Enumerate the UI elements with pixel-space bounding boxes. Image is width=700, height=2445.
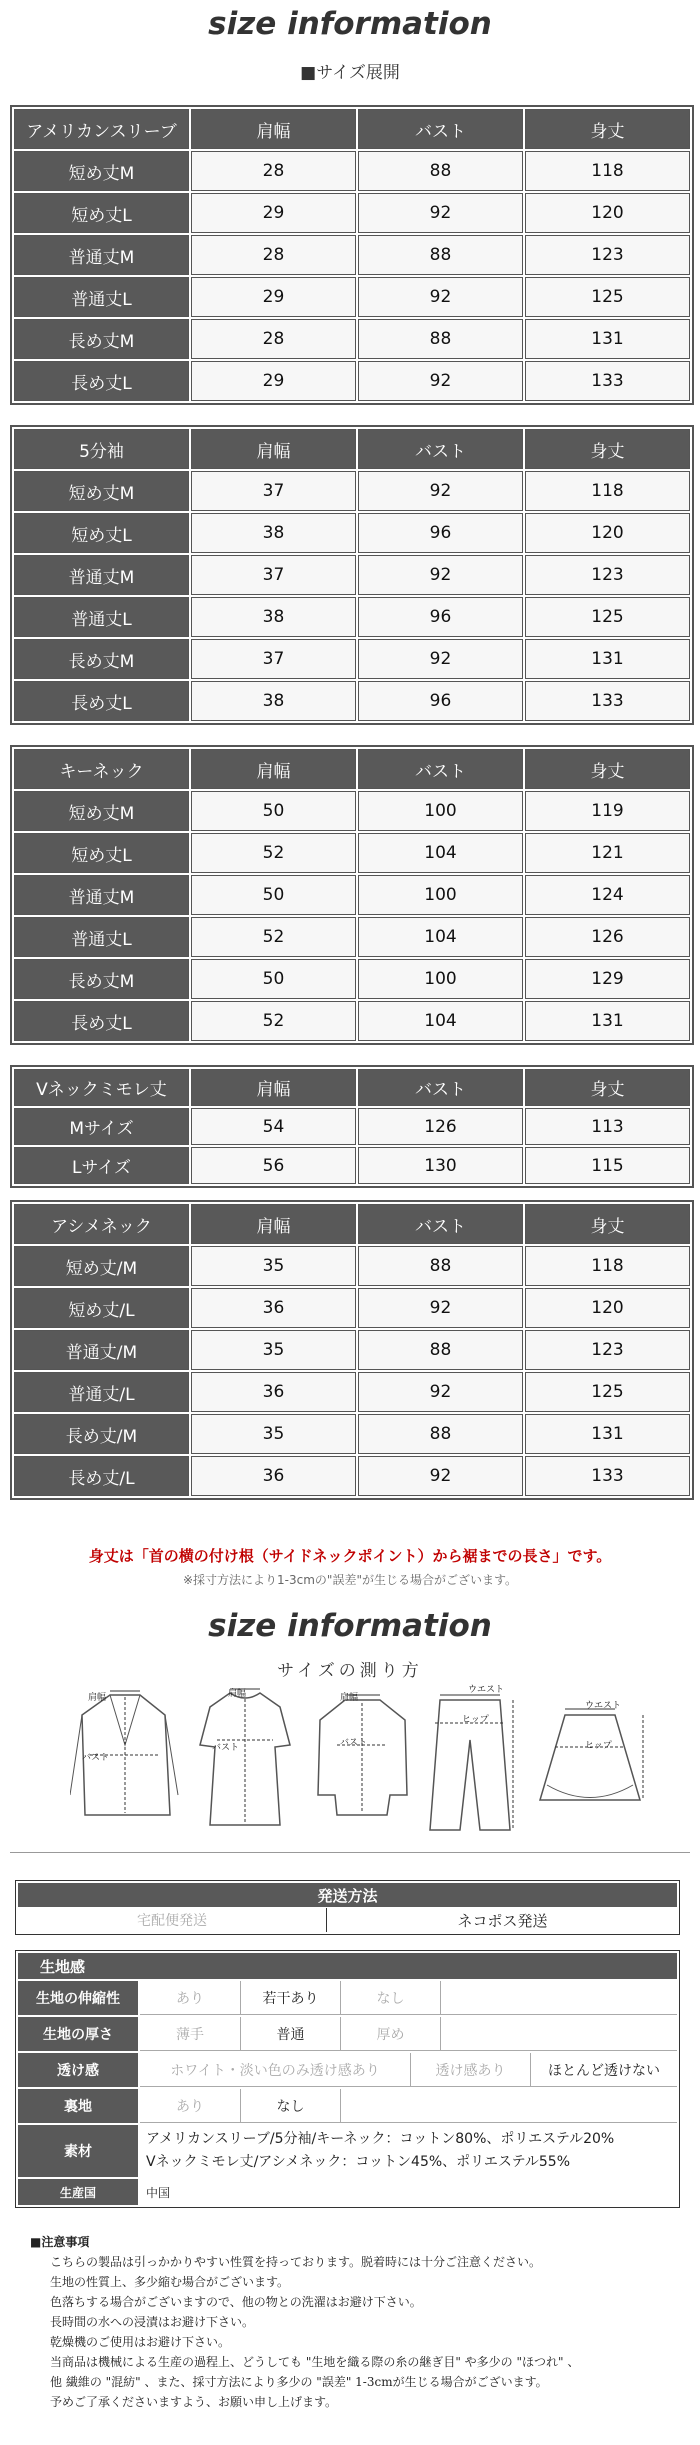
caution-line: 当商品は機械による生産の過程上、どうしても "生地を織る際の糸の継ぎ目" や多少の "ほつれ" 、 (50, 2355, 580, 2369)
size-value: 133 (525, 1456, 690, 1496)
column-header: バスト (358, 109, 523, 149)
shipping-divider (326, 1908, 327, 1932)
sheer-label: 透け感 (18, 2053, 138, 2087)
size-value: 96 (358, 681, 523, 721)
table-model-name: キーネック (14, 749, 189, 789)
caution-line: 生地の性質上、多少縮む場合がございます。 (50, 2275, 290, 2289)
top-shoulder-label: 肩幅 (340, 1693, 359, 1703)
shipping-option-nekopos: ネコポス発送 (457, 1911, 548, 1930)
row-size-label: 長め丈M (14, 959, 189, 999)
table-row (14, 1108, 690, 1145)
size-value: 28 (191, 235, 356, 275)
table-row (14, 193, 690, 233)
stretch-opt-slight: 若干あり (240, 1981, 340, 2015)
row-size-label: 短め丈L (14, 833, 189, 873)
size-value: 125 (525, 277, 690, 317)
table-row (14, 1330, 690, 1370)
pants-hip-label: ヒップ (462, 1715, 489, 1725)
caution-title: ■注意事項 (30, 2235, 90, 2249)
size-value: 38 (191, 681, 356, 721)
size-value: 50 (191, 791, 356, 831)
table-row (14, 1456, 690, 1496)
size-value: 52 (191, 833, 356, 873)
size-value: 50 (191, 875, 356, 915)
size-value: 35 (191, 1246, 356, 1286)
table-row (14, 959, 690, 999)
row-size-label: 長め丈M (14, 639, 189, 679)
size-value: 118 (525, 151, 690, 191)
lining-opt-yes: あり (140, 2089, 240, 2123)
top-bust-label: バスト (340, 1738, 368, 1748)
size-value: 37 (191, 639, 356, 679)
size-value: 56 (191, 1147, 356, 1184)
size-value: 37 (191, 471, 356, 511)
thickness-label: 生地の厚さ (18, 2017, 138, 2051)
size-value: 88 (358, 151, 523, 191)
table-row (14, 833, 690, 873)
size-value: 125 (525, 597, 690, 637)
caution-lines (30, 2252, 680, 2412)
row-size-label: 長め丈L (14, 681, 189, 721)
size-value: 113 (525, 1108, 690, 1145)
row-size-label: 短め丈/L (14, 1288, 189, 1328)
column-header: バスト (358, 1069, 523, 1106)
origin-value: 中国 (146, 2186, 171, 2200)
size-value: 120 (525, 1288, 690, 1328)
size-value: 92 (358, 361, 523, 401)
table-row (14, 1372, 690, 1412)
pants-measurement-illustration (425, 1685, 515, 1835)
column-header: バスト (358, 429, 523, 469)
top-measurement-illustration (315, 1685, 410, 1835)
size-value: 28 (191, 151, 356, 191)
sheer-opt-hardly: ほとんど透けない (530, 2053, 677, 2087)
table-row (14, 1414, 690, 1454)
size-chart-subtitle: ■サイズ展開 (300, 63, 400, 83)
size-value: 131 (525, 639, 690, 679)
column-header: 身丈 (525, 1204, 690, 1244)
size-value: 119 (525, 791, 690, 831)
row-size-label: 短め丈M (14, 151, 189, 191)
table-row (14, 555, 690, 595)
material-line-1: アメリカンスリーブ/5分袖/キーネック：コットン80%、ポリエステル20% (146, 2131, 615, 2147)
size-value: 120 (525, 513, 690, 553)
size-value: 35 (191, 1330, 356, 1370)
length-definition-note: 身丈は「首の横の付け根（サイドネックポイント）から裾までの長さ」です。 (88, 1547, 612, 1565)
row-size-label: 長め丈L (14, 1001, 189, 1041)
table-row (14, 1001, 690, 1041)
table-row (14, 361, 690, 401)
column-header: 身丈 (525, 109, 690, 149)
size-value: 38 (191, 513, 356, 553)
measurement-error-note: ※採寸方法により1-3cmの"誤差"が生じる場合がございます。 (182, 1573, 518, 1587)
size-value: 123 (525, 555, 690, 595)
size-value: 36 (191, 1288, 356, 1328)
size-value: 92 (358, 555, 523, 595)
table-row (14, 1147, 690, 1184)
dress-measurement-illustration (195, 1685, 295, 1835)
dress-shoulder-label: 肩幅 (228, 1689, 247, 1699)
column-header: 肩幅 (191, 1069, 356, 1106)
size-value: 88 (358, 235, 523, 275)
sheer-opt-light-colors: ホワイト・淡い色のみ透け感あり (140, 2053, 410, 2087)
row-size-label: 普通丈L (14, 917, 189, 957)
table-row (14, 513, 690, 553)
table-row (14, 639, 690, 679)
size-value: 92 (358, 1288, 523, 1328)
shipping-title: 発送方法 (18, 1883, 677, 1907)
column-header: バスト (358, 749, 523, 789)
size-table (10, 1065, 694, 1188)
table-model-name: Vネックミモレ丈 (14, 1069, 189, 1106)
size-value: 131 (525, 319, 690, 359)
pants-waist-label: ウエスト (468, 1685, 505, 1695)
size-value: 29 (191, 277, 356, 317)
dress-bust-label: バスト (212, 1743, 240, 1753)
skirt-waist-label: ウエスト (585, 1701, 622, 1711)
table-row (14, 875, 690, 915)
size-value: 130 (358, 1147, 523, 1184)
size-value: 125 (525, 1372, 690, 1412)
table-row (14, 1288, 690, 1328)
size-table (10, 1200, 694, 1500)
table-model-name: 5分袖 (14, 429, 189, 469)
size-value: 100 (358, 791, 523, 831)
size-value: 124 (525, 875, 690, 915)
row-size-label: 短め丈M (14, 471, 189, 511)
measure-title: size information (208, 1608, 492, 1644)
caution-line: 長時間の水への浸漬はお避け下さい。 (50, 2315, 255, 2329)
size-value: 133 (525, 681, 690, 721)
size-value: 126 (358, 1108, 523, 1145)
column-header: バスト (358, 1204, 523, 1244)
size-value: 92 (358, 193, 523, 233)
size-value: 92 (358, 1372, 523, 1412)
stretch-label: 生地の伸縮性 (18, 1981, 138, 2015)
size-value: 118 (525, 471, 690, 511)
thickness-opt-normal: 普通 (240, 2017, 340, 2051)
size-value: 126 (525, 917, 690, 957)
shipping-option-takuhaibin: 宅配便発送 (137, 1913, 207, 1929)
size-value: 121 (525, 833, 690, 873)
fabric-title: 生地感 (18, 1953, 677, 1979)
row-size-label: 短め丈L (14, 193, 189, 233)
size-value: 28 (191, 319, 356, 359)
row-size-label: 普通丈L (14, 277, 189, 317)
size-value: 104 (358, 833, 523, 873)
coat-shoulder-label: 肩幅 (88, 1693, 107, 1703)
thickness-opt-thick: 厚め (340, 2017, 440, 2051)
size-value: 88 (358, 1414, 523, 1454)
size-value: 96 (358, 513, 523, 553)
row-size-label: 長め丈/L (14, 1456, 189, 1496)
size-value: 52 (191, 917, 356, 957)
size-table (10, 105, 694, 405)
thickness-empty-cell (440, 2017, 677, 2051)
row-size-label: 長め丈/M (14, 1414, 189, 1454)
size-value: 100 (358, 875, 523, 915)
size-value: 123 (525, 1330, 690, 1370)
thickness-opt-thin: 薄手 (140, 2017, 240, 2051)
row-size-label: 普通丈/L (14, 1372, 189, 1412)
table-model-name: アシメネック (14, 1204, 189, 1244)
size-value: 29 (191, 361, 356, 401)
stretch-opt-yes: あり (140, 1981, 240, 2015)
row-size-label: 普通丈M (14, 555, 189, 595)
column-header: 身丈 (525, 429, 690, 469)
size-value: 88 (358, 1330, 523, 1370)
row-size-label: Mサイズ (14, 1108, 189, 1145)
size-value: 92 (358, 639, 523, 679)
row-size-label: 普通丈M (14, 875, 189, 915)
table-row (14, 319, 690, 359)
caution-line: こちらの製品は引っかかりやすい性質を持っております。脱着時には十分ご注意ください。 (50, 2255, 542, 2269)
size-value: 120 (525, 193, 690, 233)
lining-opt-no: なし (240, 2089, 340, 2123)
caution-line: 予めご了承くださいますよう、お願い申し上げます。 (50, 2395, 338, 2409)
size-value: 54 (191, 1108, 356, 1145)
size-value: 88 (358, 1246, 523, 1286)
size-value: 118 (525, 1246, 690, 1286)
size-value: 129 (525, 959, 690, 999)
caution-line: 他 繊維の "混紡" 、また、採寸方法により多少の "誤差" 1-3cmが生じる場合がございます。 (50, 2375, 548, 2389)
table-row (14, 151, 690, 191)
size-table (10, 425, 694, 725)
material-line-2: Vネックミモレ丈/アシメネック：コットン45%、ポリエステル55% (146, 2154, 571, 2170)
size-value: 96 (358, 597, 523, 637)
table-row (14, 917, 690, 957)
size-value: 52 (191, 1001, 356, 1041)
row-size-label: 普通丈L (14, 597, 189, 637)
column-header: 肩幅 (191, 429, 356, 469)
caution-section (30, 2232, 680, 2412)
table-row (14, 1246, 690, 1286)
size-table (10, 745, 694, 1045)
size-value: 133 (525, 361, 690, 401)
size-value: 88 (358, 319, 523, 359)
skirt-hip-label: ヒップ (585, 1741, 612, 1751)
origin-label: 生産国 (18, 2179, 138, 2205)
column-header: 肩幅 (191, 1204, 356, 1244)
row-size-label: 短め丈M (14, 791, 189, 831)
size-value: 92 (358, 277, 523, 317)
row-size-label: 長め丈M (14, 319, 189, 359)
lining-label: 裏地 (18, 2089, 138, 2123)
table-row (14, 597, 690, 637)
table-row (14, 471, 690, 511)
column-header: 身丈 (525, 1069, 690, 1106)
size-value: 50 (191, 959, 356, 999)
size-value: 131 (525, 1001, 690, 1041)
size-value: 36 (191, 1456, 356, 1496)
size-value: 92 (358, 1456, 523, 1496)
row-size-label: 短め丈L (14, 513, 189, 553)
size-value: 100 (358, 959, 523, 999)
table-row (14, 681, 690, 721)
stretch-empty-cell (440, 1981, 677, 2015)
lining-empty-cell (340, 2089, 677, 2123)
row-size-label: 普通丈M (14, 235, 189, 275)
size-value: 29 (191, 193, 356, 233)
size-value: 115 (525, 1147, 690, 1184)
size-value: 35 (191, 1414, 356, 1454)
column-header: 肩幅 (191, 109, 356, 149)
row-size-label: 普通丈/M (14, 1330, 189, 1370)
column-header: 肩幅 (191, 749, 356, 789)
row-size-label: 短め丈/M (14, 1246, 189, 1286)
coat-bust-label: バスト (82, 1753, 110, 1763)
page-title: size information (208, 6, 492, 42)
sheer-opt-yes: 透け感あり (410, 2053, 530, 2087)
section-divider (10, 1852, 690, 1853)
size-value: 37 (191, 555, 356, 595)
stretch-opt-no: なし (340, 1981, 440, 2015)
table-model-name: アメリカンスリーブ (14, 109, 189, 149)
measure-subtitle: サイズの測り方 (277, 1661, 423, 1681)
caution-line: 乾燥機のご使用はお避け下さい。 (50, 2335, 231, 2349)
table-row (14, 277, 690, 317)
table-row (14, 791, 690, 831)
size-value: 92 (358, 471, 523, 511)
size-value: 131 (525, 1414, 690, 1454)
size-value: 123 (525, 235, 690, 275)
column-header: 身丈 (525, 749, 690, 789)
size-value: 104 (358, 917, 523, 957)
table-row (14, 235, 690, 275)
size-value: 104 (358, 1001, 523, 1041)
caution-line: 色落ちする場合がございますので、他の物との洗濯はお避け下さい。 (50, 2295, 422, 2309)
row-size-label: 長め丈L (14, 361, 189, 401)
size-value: 38 (191, 597, 356, 637)
row-size-label: Lサイズ (14, 1147, 189, 1184)
material-label: 素材 (18, 2125, 138, 2177)
size-value: 36 (191, 1372, 356, 1412)
